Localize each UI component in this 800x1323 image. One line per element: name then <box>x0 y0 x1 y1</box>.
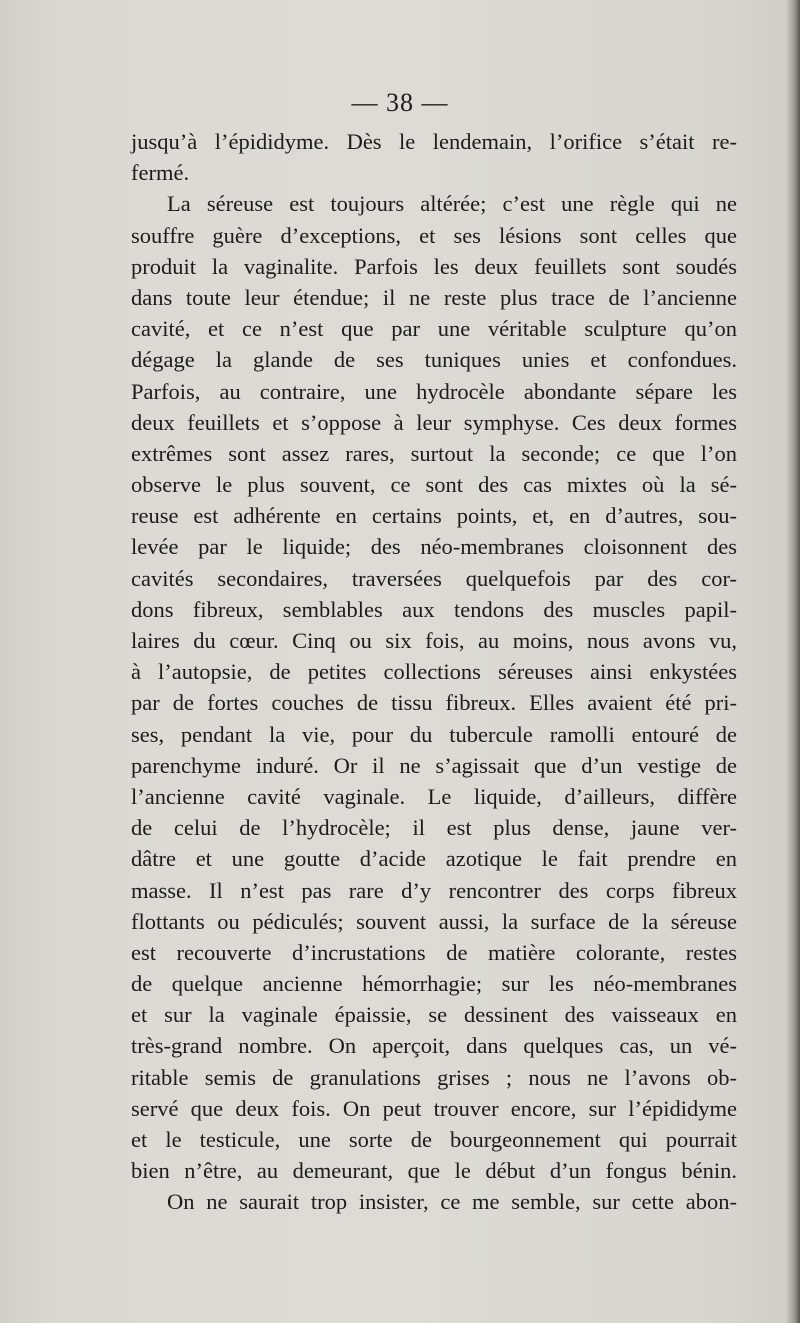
text-line-5: produit la vaginalite. Parfois les deux feuillets sont soudés <box>131 253 737 279</box>
text-line-1: jusqu’à l’épididyme. Dès le lendemain, l’orifice s’était re- <box>131 129 737 154</box>
text-line-34: bien n’être, au demeurant, que le début d’un fongus bénin. <box>131 1158 737 1184</box>
text-line-13: reuse est adhérente en certains points, et, en d’autres, sou- <box>131 503 737 529</box>
text-line-33: et le testicule, une sorte de bourgeonnement qui pourrait <box>131 1127 737 1152</box>
body-text <box>131 126 737 1218</box>
text-line-11: extrêmes sont assez rares, surtout la seconde; ce que l’on <box>131 440 737 466</box>
text-line-9: Parfois, au contraire, une hydrocèle abondante sépare les <box>131 378 737 404</box>
text-line-18: à l’autopsie, de petites collections séreuses ainsi enkystées <box>131 659 737 685</box>
text-line-29: et sur la vaginale épaissie, se dessinent des vaisseaux en <box>131 1002 737 1028</box>
text-line-21: parenchyme induré. Or il ne s’agissait que d’un vestige de <box>131 752 737 778</box>
text-line-7: cavité, et ce n’est que par une véritable sculpture qu’on <box>131 316 737 342</box>
text-line-2: fermé. <box>131 160 190 186</box>
text-line-27: est recouverte d’incrustations de matière colorante, restes <box>131 939 737 965</box>
text-line-22: l’ancienne cavité vaginale. Le liquide, d’ailleurs, diffère <box>131 783 737 809</box>
page-binding-edge <box>786 0 800 1323</box>
text-line-15: cavités secondaires, traversées quelquefois par des cor- <box>131 565 737 591</box>
text-line-20: ses, pendant la vie, pour du tubercule ramolli entouré de <box>131 721 737 747</box>
text-line-6: dans toute leur étendue; il ne reste plus trace de l’ancienne <box>131 284 737 310</box>
text-line-19: par de fortes couches de tissu fibreux. Elles avaient été pri- <box>131 690 737 716</box>
text-line-12: observe le plus souvent, ce sont des cas mixtes où la sé- <box>131 472 737 498</box>
text-line-30: très-grand nombre. On aperçoit, dans quelques cas, un vé- <box>131 1033 737 1059</box>
text-line-35: On ne saurait trop insister, ce me semble, sur cette abon- <box>167 1189 737 1215</box>
text-line-17: laires du cœur. Cinq ou six fois, au moins, nous avons vu, <box>131 628 737 653</box>
text-line-28: de quelque ancienne hémorrhagie; sur les néo-membranes <box>131 971 737 997</box>
text-line-24: dâtre et une goutte d’acide azotique le fait prendre en <box>131 846 737 872</box>
text-line-25: masse. Il n’est pas rare d’y rencontrer des corps fibreux <box>131 877 737 903</box>
text-line-31: ritable semis de granulations grises ; nous ne l’avons ob- <box>131 1064 737 1090</box>
text-line-32: servé que deux fois. On peut trouver encore, sur l’épididyme <box>131 1095 737 1121</box>
page-number: — 38 — <box>351 88 449 117</box>
text-line-14: levée par le liquide; des néo-membranes cloisonnent des <box>131 534 737 560</box>
text-line-8: dégage la glande de ses tuniques unies et confondues. <box>131 347 737 373</box>
text-line-4: souffre guère d’exceptions, et ses lésions sont celles que <box>131 222 737 248</box>
text-line-16: dons fibreux, semblables aux tendons des muscles papil- <box>131 596 737 622</box>
text-line-26: flottants ou pédiculés; souvent aussi, la surface de la séreuse <box>131 908 737 934</box>
text-line-10: deux feuillets et s’oppose à leur symphyse. Ces deux formes <box>131 409 737 435</box>
text-line-23: de celui de l’hydrocèle; il est plus dense, jaune ver- <box>131 815 737 841</box>
text-line-3: La séreuse est toujours altérée; c’est une règle qui ne <box>167 191 737 217</box>
